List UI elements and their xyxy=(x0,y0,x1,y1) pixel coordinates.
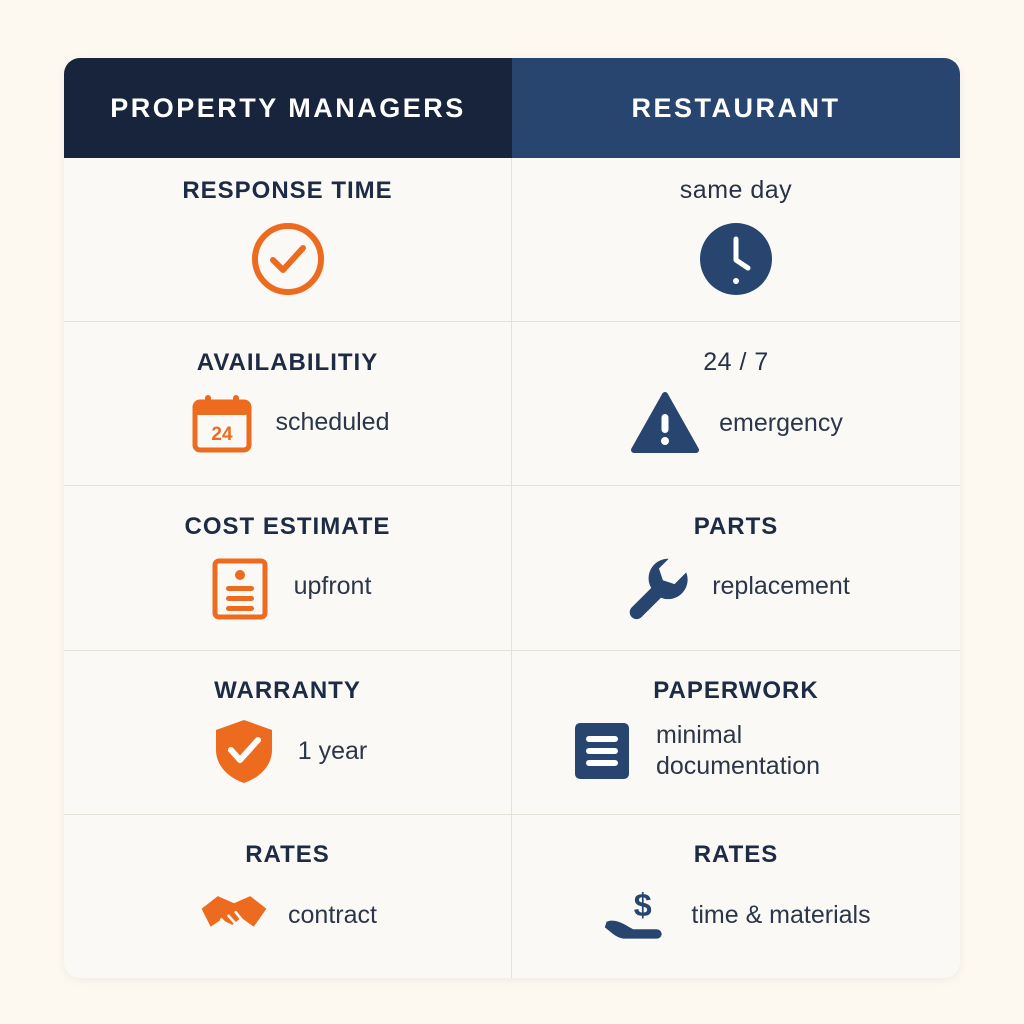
svg-text:$: $ xyxy=(634,887,653,924)
cell-icon-line xyxy=(86,879,489,951)
cell-value: 1 year xyxy=(297,736,368,765)
cell-title: AVAILABILITIY xyxy=(196,348,379,376)
table-header xyxy=(64,58,960,158)
comparison-card xyxy=(64,58,960,978)
comparison-rows xyxy=(64,158,960,978)
cell-parts-right xyxy=(512,486,960,649)
shield-check-icon xyxy=(208,715,280,787)
clipboard-icon xyxy=(204,551,276,623)
cell-title: PARTS xyxy=(693,513,779,540)
cell-icon-line xyxy=(534,387,938,459)
check-circle-icon xyxy=(244,215,332,303)
cell-response-time-left xyxy=(64,158,512,321)
cell-title: same day xyxy=(679,176,793,205)
cell-value: replacement xyxy=(712,572,850,601)
cell-icon-line xyxy=(534,715,938,787)
column-header-restaurant: RESTAURANT xyxy=(512,58,960,158)
cell-icon-line xyxy=(534,879,938,951)
calendar-24-icon xyxy=(186,387,258,459)
cell-paperwork-right xyxy=(512,651,960,814)
column-header-property-managers: PROPERTY MANAGERS xyxy=(64,58,512,158)
handshake-icon xyxy=(198,879,270,951)
cell-value: contract xyxy=(288,900,377,929)
warning-triangle-icon xyxy=(629,387,701,459)
cell-icon-line xyxy=(86,715,489,787)
clock-icon xyxy=(692,215,780,303)
cell-value: scheduled xyxy=(275,408,390,437)
document-lines-icon xyxy=(566,715,638,787)
cell-availability-left xyxy=(64,322,512,485)
cell-title: COST ESTIMATE xyxy=(184,513,391,540)
cell-title: RATES xyxy=(693,841,779,869)
cell-icon-line xyxy=(534,215,938,303)
cell-value: time & materials xyxy=(691,900,871,929)
cell-value: emergency xyxy=(719,408,843,437)
table-row xyxy=(64,651,960,815)
cell-title: RESPONSE TIME xyxy=(182,176,393,204)
table-row xyxy=(64,322,960,486)
table-row xyxy=(64,158,960,322)
cell-warranty-left xyxy=(64,651,512,814)
cell-title: 24 / 7 xyxy=(703,348,769,377)
cell-title: WARRANTY xyxy=(214,677,361,705)
wrench-icon xyxy=(622,551,694,623)
cell-cost-estimate-left xyxy=(64,486,512,649)
table-row xyxy=(64,815,960,978)
cell-icon-line xyxy=(86,387,489,459)
cell-title: PAPERWORK xyxy=(653,677,819,705)
table-row xyxy=(64,486,960,650)
cell-rates-left xyxy=(64,815,512,978)
cell-icon-line xyxy=(86,215,489,303)
cell-value: upfront xyxy=(293,572,372,601)
cell-icon-line xyxy=(86,551,489,623)
svg-text:24: 24 xyxy=(210,423,233,445)
cell-rates-right xyxy=(512,815,960,978)
cell-response-time-right xyxy=(512,158,960,321)
hand-dollar-icon xyxy=(601,879,673,951)
cell-icon-line xyxy=(534,551,938,623)
cell-availability-right xyxy=(512,322,960,485)
cell-value: minimal documentation xyxy=(656,720,821,781)
cell-title: RATES xyxy=(245,841,330,869)
